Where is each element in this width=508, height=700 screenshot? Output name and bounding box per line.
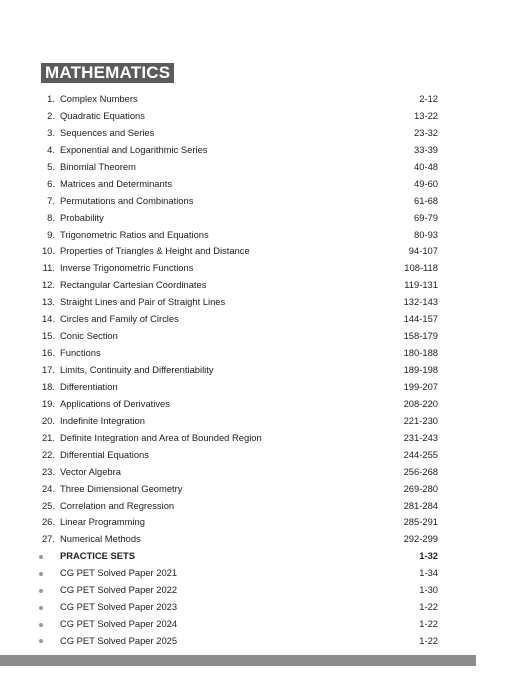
toc-extra-row [32,599,438,616]
toc-extra-row [32,633,438,650]
toc-row [32,514,438,531]
chapter-number: 16. [41,347,55,359]
page-range: 23-32 [414,126,438,138]
toc-row [32,277,438,294]
extra-title: CG PET Solved Paper 2022 [60,584,178,596]
section-heading: MATHEMATICS [41,63,174,83]
toc-extra-row [32,616,438,633]
page-range: 256-268 [403,465,438,477]
page-range: 231-243 [403,431,438,443]
chapter-number: 27. [41,533,55,545]
extra-title: CG PET Solved Paper 2021 [60,567,178,579]
bullet-icon [32,599,60,616]
page-range: 2-12 [419,93,438,104]
chapter-title: Definite Integration and Area of Bounded Region [60,431,262,443]
toc-row [32,227,438,244]
table-of-contents [32,91,438,650]
page-range: 158-179 [403,330,438,342]
chapter-number: 4. [47,143,55,155]
chapter-number: 3. [47,126,55,138]
page-range: 281-284 [403,499,438,511]
toc-row [32,311,438,328]
chapter-title: Differentiation [60,380,118,392]
chapter-number: 2. [47,109,55,121]
toc-row [32,498,438,515]
chapter-number: 24. [41,482,55,494]
page-range: 1-22 [419,635,438,646]
chapter-number: 11. [42,262,55,274]
toc-row [32,345,438,362]
toc-row [32,142,438,159]
bullet-icon [32,548,60,565]
extra-title: CG PET Solved Paper 2025 [60,635,178,646]
chapter-title: Exponential and Logarithmic Series [60,143,208,155]
extra-title: CG PET Solved Paper 2023 [60,601,178,613]
page-range: 269-280 [403,482,438,494]
toc-extra-row [32,582,438,599]
chapter-number: 5. [47,160,55,172]
page-range: 69-79 [414,211,438,223]
toc-row [32,260,438,277]
page-range: 189-198 [403,364,438,375]
page-range: 221-230 [403,414,438,426]
chapter-title: Applications of Derivatives [60,397,170,409]
page-range: 94-107 [408,245,438,257]
chapter-title: Differential Equations [60,448,149,460]
chapter-number: 14. [41,313,55,325]
page-range: 61-68 [414,194,438,206]
chapter-title: Inverse Trigonometric Functions [60,262,194,274]
chapter-number: 8. [47,211,55,223]
chapter-number: 10. [41,245,55,257]
chapter-title: Sequences and Series [60,126,155,138]
toc-row [32,396,438,413]
toc-row [32,243,438,260]
toc-row [32,193,438,210]
page-range: 244-255 [403,448,438,460]
chapter-title: Functions [60,347,101,359]
page-range: 1-34 [419,567,438,579]
page-range: 1-22 [419,618,438,630]
toc-row [32,413,438,430]
page-range: 49-60 [414,177,438,189]
chapter-title: Three Dimensional Geometry [60,482,183,494]
page-range: 1-30 [419,584,438,596]
page-range: 33-39 [414,143,438,155]
chapter-number: 6. [47,177,55,189]
extra-title: CG PET Solved Paper 2024 [60,618,178,630]
page-range: 208-220 [403,397,438,409]
chapter-number: 1. [47,93,55,104]
chapter-title: Properties of Triangles & Height and Distance [60,245,250,257]
toc-row [32,531,438,548]
chapter-number: 15. [41,330,55,342]
chapter-title: Straight Lines and Pair of Straight Lines [60,296,226,308]
chapter-number: 13. [41,296,55,308]
chapter-title: Conic Section [60,330,118,342]
chapter-title: Vector Algebra [60,465,121,477]
bullet-icon [32,582,60,599]
page-range: 144-157 [403,313,438,325]
extra-title: PRACTICE SETS [60,550,136,562]
chapter-number: 7. [47,194,55,206]
toc-row [32,176,438,193]
chapter-title: Circles and Family of Circles [60,313,179,325]
chapter-title: Probability [60,211,104,223]
chapter-title: Trigonometric Ratios and Equations [60,228,209,240]
chapter-title: Binomial Theorem [60,160,136,172]
page-range: 285-291 [403,516,438,528]
bullet-icon [32,633,60,650]
toc-row [32,447,438,464]
chapter-title: Indefinite Integration [60,414,145,426]
toc-row [32,481,438,498]
chapter-title: Matrices and Determinants [60,177,173,189]
page-range: 132-143 [403,296,438,308]
footer-bar [0,655,476,666]
page-range: 80-93 [414,228,438,240]
section-heading-wrap [41,63,174,83]
toc-row [32,328,438,345]
chapter-number: 18. [41,380,55,392]
chapter-number: 19. [41,397,55,409]
bullet-icon [32,616,60,633]
page-range: 13-22 [414,109,438,121]
toc-extra-row [32,548,438,565]
chapter-number: 17. [41,364,55,375]
chapter-title: Linear Programming [60,516,145,528]
toc-row [32,379,438,396]
toc-row [32,294,438,311]
page-range: 180-188 [403,347,438,359]
chapter-number: 23. [41,465,55,477]
page-range: 199-207 [403,380,438,392]
chapter-title: Quadratic Equations [60,109,145,121]
chapter-title: Permutations and Combinations [60,194,194,206]
chapter-title: Numerical Methods [60,533,141,545]
chapter-number: 9. [47,228,55,240]
chapter-number: 26. [41,516,55,528]
toc-row [32,91,438,108]
toc-row [32,464,438,481]
toc-row [32,430,438,447]
chapter-title: Rectangular Cartesian Coordinates [60,279,207,291]
chapter-title: Limits, Continuity and Differentiability [60,364,214,375]
bullet-icon [32,565,60,582]
chapter-number: 22. [41,448,55,460]
page-range: 108-118 [404,262,438,274]
chapter-title: Correlation and Regression [60,499,175,511]
chapter-number: 21. [41,431,55,443]
chapter-title: Complex Numbers [60,93,138,104]
toc-extra-row [32,565,438,582]
page-range: 292-299 [403,533,438,545]
chapter-number: 25. [41,499,55,511]
toc-row [32,362,438,379]
toc-row [32,210,438,227]
toc-row [32,159,438,176]
page-range: 119-131 [404,279,438,291]
page-range: 1-32 [419,550,438,562]
chapter-number: 20. [41,414,55,426]
page-range: 1-22 [419,601,438,613]
page-range: 40-48 [414,160,438,172]
chapter-number: 12. [41,279,55,291]
toc-row [32,108,438,125]
toc-row [32,125,438,142]
